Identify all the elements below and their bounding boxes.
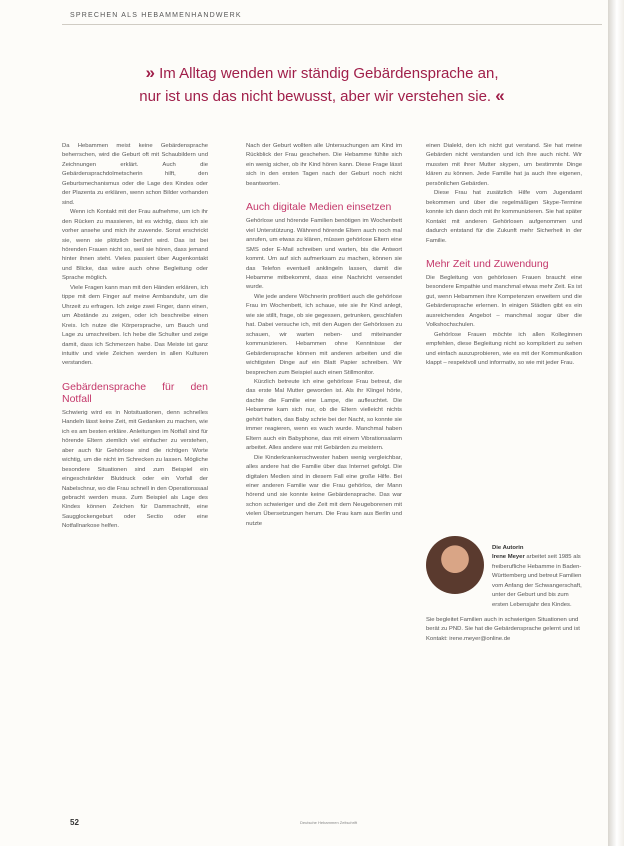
- paragraph: Wie jede andere Wöchnerin profitiert auch die gehörlose Frau im Wochenbett, ich schaue, wie sie ihr Kind anlegt, wie sie stillt, frage, ob sie gegessen, getrunken, geschlafen hat. Dabei versuche ich, mit den Augen der Gehörlosen zu schauen, wir warten neben- und miteinander kommunizieren. Hebammen ohne Kenntnisse der Gebärdensprache können mit anderen arbeiten und die wichtigsten Dinge auf ein Blatt Papier schreiben. Wir besprechen zum Beispiel auch einen Stillmonitor.: [246, 293, 402, 376]
- subheading-digitale-medien: Auch digitale Medien einsetzen: [246, 201, 392, 214]
- author-box-title: Die Autorin: [492, 545, 524, 551]
- quote-open-mark: »: [145, 63, 155, 82]
- section-header: SPRECHEN ALS HEBAMMENHANDWERK: [70, 12, 242, 19]
- paragraph: Kürzlich betreute ich eine gehörlose Frau betreut, die das erste Mal Mutter geworden ist. Als ihr Klingel hörte, dachte die Familie eine Lampe, die aufleuchtet. Die Hebamme kam sich nur, ob die Eltern vielleicht nichts gehört hatten, das Baby schrie bei der Nacht, so konnte sie immer reagieren, wenn es wach wurde. Manchmal haben Eltern auch ein Babyphone, das mit einem Vibrationsalarm arbeitet. Alles andere war mit Gebärden zu meistern.: [246, 378, 402, 452]
- author-photo: [426, 536, 484, 594]
- page-number: 52: [70, 818, 79, 827]
- text-column-3: [426, 142, 582, 369]
- text-column-1: [62, 142, 208, 532]
- paragraph: Die Begleitung von gehörlosen Frauen braucht eine besondere Empathie und manchmal etwas mehr Zeit. Es ist gut, wenn Hebammen ihre Kompetenzen erweitern und die Gebärdensprache erlernen. In einigen Städten gibt es ein ausreichendes Angebot – manchmal sogar über die Volkshochschulen.: [426, 274, 582, 329]
- author-bio-2: Sie begleitet Familien auch in schwierigen Situationen und berät zu PND. Sie hat die Gebärdensprache gelernt und ist Kontakt: irene.meyer@online.de: [426, 617, 580, 642]
- subheading-notfall: Gebärdensprache für den Notfall: [62, 380, 208, 405]
- paragraph: Da Hebammen meist keine Gebärdensprache beherrschen, wird die Geburt oft mit Schaubildern und Zeichnungen erklärt. Auch die Gebärdensprachdolmetscherin hilft, den Geburtsmechanismus oder die Lage des Kindes oder der Plazenta zu erklären, wenn schon Bilder vorhanden sind.: [62, 143, 208, 206]
- paragraph: Nach der Geburt wollten alle Untersuchungen am Kind im Rückblick der Frau geschehen. Die Hebamme fühlte sich ein wenig sicher, ob ihr Kind hören kann. Diese Frage lässt sich in den ersten Tagen nach der Geburt noch nicht beantworten.: [246, 143, 402, 187]
- quote-close-mark: «: [495, 86, 505, 105]
- footer-journal: Deutsche Hebammen Zeitschrift: [300, 820, 358, 825]
- pull-quote-line-1: Im Alltag wenden wir ständig Gebärdensprache an,: [159, 65, 499, 82]
- paragraph: Gehörlose und hörende Familien benötigen im Wochenbett viel Unterstützung. Während hörende Eltern auch noch mal anrufen, um etwas zu klären, müssen gehörlose Eltern eine SMS oder E-Mail schreiben und warten, bis die Antwort kommt. Um auf sich aufmerksam zu machen, können sie das Telefon eventuell anklingeln lassen, damit die Hebamme mitbekommt, dass eine Nachricht versendet wurde.: [246, 218, 402, 291]
- paragraph: Schwierig wird es in Notsituationen, denn schnelles Handeln lässt keine Zeit, mit Gedanken zu machen, wie ich es am besten erkläre. Anleitungen im Notfall sind für hörende Eltern ziemlich viel einfacher zu verstehen, aber auch für Gehörlose sind die richtigen Worte wichtig, um die nicht im Schrecken zu lassen. Mögliche besondere Situationen sind zum Beispiel ein eingeschränkter Blutdruck oder ein Vorfall der Nabelschnur, wo die Frau schnell in den Operationssaal gebracht werden muss. Zum Beispiel als Lage des Kindes können Zeichen für Dammschnitt, eine Saugglockengeburt oder Sectio oder eine Notfallnarkose helfen.: [62, 409, 208, 530]
- page-spine: [608, 0, 624, 846]
- author-bio-1: arbeitet seit 1985 als freiberufliche Hebamme in Baden-Württemberg und betreut Familien vom Anfang der Schwangerschaft, unter der Geburt und bis zum ersten Lebensjahr des Kindes.: [492, 554, 582, 608]
- paragraph: Gehörlose Frauen möchte ich allen Kolleginnen empfehlen, diese Begleitung nicht so kompliziert zu sehen und einfach auszuprobieren, wie es mit der Kommunikation klappt – respektvoll und informativ, so wie mit jeder Frau.: [426, 331, 582, 367]
- paragraph: Die Kinderkrankenschwester haben wenig vergleichbar, alles andere hat die Familie über das Internet gefolgt. Die digitalen Medien sind in diesem Fall eine große Hilfe. Bei einer anderen Familie war die Frau gehörlos, der Mann hörend und sie konnte keine Gebärdensprache. Das war schon schwieriger und die Zeit mit dem Neugeborenen mit vielen Übersetzungen herum. Die Frau kam aus Berlin und nutzte: [246, 454, 402, 527]
- text-column-2: [246, 142, 402, 529]
- paragraph: einen Dialekt, den ich nicht gut verstand. Sie hat meine Gebärden nicht verstanden und ich ihre auch nicht. Wir mussten mit ihrer Mutter skypen, um bestimmte Dinge klären zu können. Jede Familie hat ja auch ihre eigenen, persönlichen Gebärden.: [426, 143, 582, 187]
- paragraph: Diese Frau hat zusätzlich Hilfe vom Jugendamt bekommen und über die regelmäßigen Skype-Termine konnte ich dann doch mit ihr kommunizieren. Sie hat später Kontakt mit anderen Gehörlosen aufgenommen und dadurch entstand für die Zukunft mehr Sicherheit in der Familie.: [426, 190, 582, 244]
- subheading-mehr-zeit: Mehr Zeit und Zuwendung: [426, 257, 549, 270]
- header-rule: [62, 24, 602, 25]
- author-intro: [492, 544, 584, 610]
- paragraph: Viele Fragen kann man mit den Händen erklären, ich tippe mit dem Finger auf meine Armbanduhr, um die Uhrzeit zu erfragen. Ich zeige zwei Finger, dann einen, um Abstände zu zeigen, oder ich beschreibe einen Kreis. Ich nutze die Körpersprache, um Bauch und Lage zu umschreiben. Ich hebe die Schulter und zeige damit, dass ich Schmerzen habe. Das Meiste ist ganz intuitiv und viele Zeichen werden in allen Kulturen verstanden.: [62, 284, 208, 367]
- paragraph: Wenn ich Kontakt mit der Frau aufnehme, um ich ihr den Rücken zu massieren, ist es wichtig, dass ich sie vorher ansehe und mich ihr zuwende. Sonst erschrickt sie, wenn sie plötzlich berührt wird. Das ist bei hörenden Frauen nicht so, weil sie hören, dass jemand hinter ihnen steht. Vieles passiert über Augenkontakt und Blicke, das wäre auch ohne Begleitung oder Sprache möglich.: [62, 209, 208, 282]
- pull-quote-line-2: nur ist uns das nicht bewusst, aber wir verstehen sie.: [139, 88, 492, 105]
- pull-quote: [92, 62, 552, 108]
- author-name: Irene Meyer: [492, 554, 525, 561]
